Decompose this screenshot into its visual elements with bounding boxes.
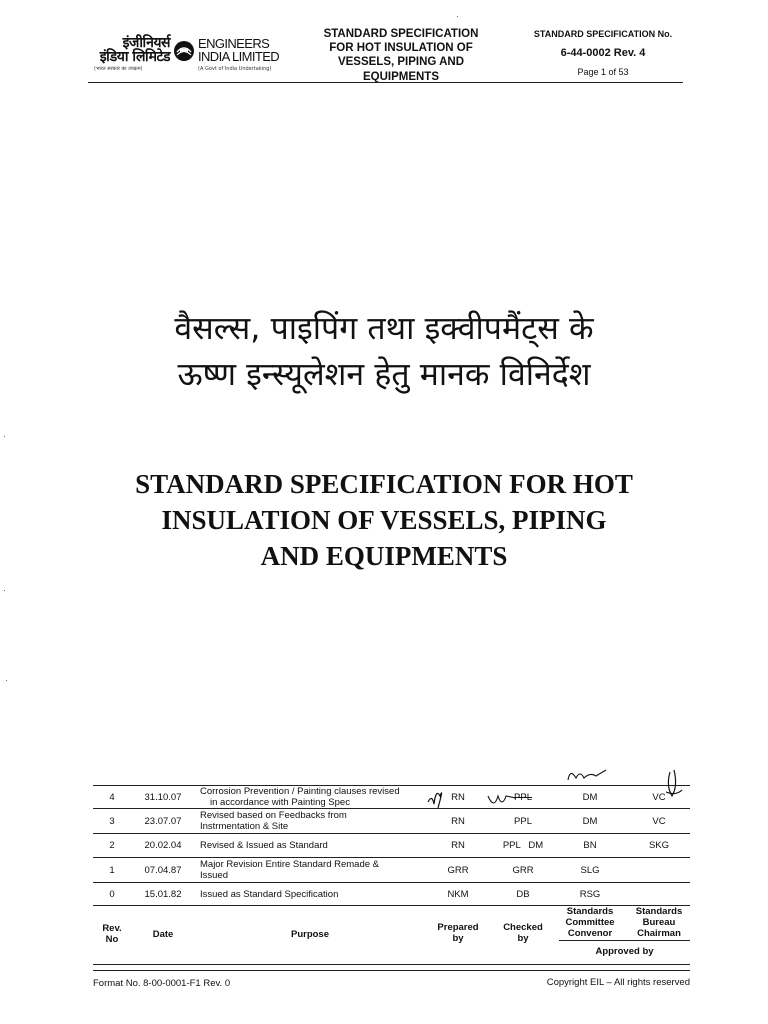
rev-checked-by: GRR: [512, 865, 534, 876]
company-logo: [88, 36, 288, 76]
col-header-rev-line-1: Rev.: [102, 923, 122, 934]
rev-prepared-by: RN: [451, 840, 465, 851]
rev-checked-by: PPL: [514, 792, 532, 803]
logo-hindi-name: [88, 36, 170, 64]
col-header-chairman-line-3: Chairman: [637, 928, 681, 939]
table-row: [93, 834, 690, 858]
rev-prepared-by: RN: [451, 792, 465, 803]
hindi-title: [60, 305, 708, 397]
header-title-line-3: VESSELS, PIPING AND: [337, 56, 465, 69]
rev-purpose: [200, 810, 405, 832]
english-title-line-3: AND EQUIPMENTS: [260, 541, 508, 571]
col-header-date: Date: [152, 929, 174, 940]
rev-convenor: SLG: [580, 865, 600, 876]
page-indicator: Page 1 of 53: [577, 67, 629, 77]
scan-speck: [4, 590, 5, 591]
rev-purpose-line-1: Major Revision Entire Standard Remade &: [200, 859, 380, 870]
logo-hindi-line-2: इंडिया लिमिटेड: [99, 49, 170, 65]
rev-no: 1: [109, 865, 115, 876]
header-title: [296, 27, 506, 84]
signature-checked: [488, 796, 516, 803]
rev-checked-by: PPL: [514, 816, 532, 827]
col-header-checked-line-1: Checked: [503, 922, 543, 933]
rev-purpose: [200, 859, 405, 881]
rev-convenor: DM: [582, 816, 598, 827]
handwritten-signatures: [420, 766, 700, 816]
signature-chairman: [666, 770, 682, 796]
rev-convenor: DM: [582, 792, 598, 803]
rev-purpose-line-1: Issued as Standard Specification: [200, 889, 339, 900]
spec-number-value: 6-44-0002 Rev. 4: [560, 47, 646, 59]
rev-prepared-by: NKM: [447, 889, 469, 900]
rev-purpose: [200, 786, 405, 808]
rev-no: 3: [109, 816, 115, 827]
col-header-convenor: [559, 906, 621, 939]
col-header-prepared-by: [433, 922, 483, 944]
rev-prepared-by: RN: [451, 816, 465, 827]
rev-purpose-line-1: Corrosion Prevention / Painting clauses revised: [200, 786, 400, 797]
signature-convenor: [568, 770, 606, 780]
rev-no: 0: [109, 889, 115, 900]
rev-purpose-line-2: Issued: [200, 870, 228, 881]
rev-convenor: BN: [583, 840, 597, 851]
scan-speck: [4, 436, 5, 437]
eil-emblem-icon: [173, 40, 195, 62]
rev-no: 2: [109, 840, 115, 851]
col-header-chairman-line-2: Bureau: [642, 917, 676, 928]
english-title: [60, 466, 708, 574]
col-header-chairman: [628, 906, 690, 939]
rev-checked-by: DB: [516, 889, 530, 900]
scan-speck: [457, 16, 458, 17]
logo-hindi-line-1: इंजीनियर्स: [122, 35, 170, 51]
col-header-prepared-line-2: by: [452, 933, 464, 944]
logo-english-line-1: ENGINEERS: [198, 36, 270, 51]
rev-checked-by: PPL DM: [502, 840, 544, 851]
spec-number-label: STANDARD SPECIFICATION No.: [533, 29, 673, 39]
col-header-purpose: Purpose: [290, 929, 329, 940]
rev-purpose: [200, 889, 405, 900]
hindi-title-line-2: ऊष्ण इन्स्यूलेशन हेतु मानक विनिर्देश: [177, 355, 591, 393]
signature-prepared: [428, 793, 442, 808]
rev-prepared-by: GRR: [447, 865, 469, 876]
rev-purpose-line-1: Revised based on Feedbacks from: [200, 810, 347, 821]
english-title-line-2: INSULATION OF VESSELS, PIPING: [161, 505, 607, 535]
col-header-checked-by: [495, 922, 551, 944]
format-number: Format No. 8-00-0001-F1 Rev. 0: [93, 978, 231, 989]
footer-divider: [93, 970, 690, 971]
col-header-rev-line-2: No: [105, 934, 119, 945]
col-header-rev-no: [93, 923, 131, 945]
scan-speck: [6, 680, 7, 681]
rev-date: 31.10.07: [144, 792, 182, 803]
english-title-line-1: STANDARD SPECIFICATION FOR HOT: [135, 469, 633, 499]
rev-date: 23.07.07: [144, 816, 182, 827]
rev-purpose: [200, 840, 405, 851]
col-header-prepared-line-1: Prepared: [437, 922, 479, 933]
col-header-chairman-line-1: Standards: [635, 906, 683, 917]
logo-tagline-english: (A Govt of India Undertaking): [198, 66, 272, 72]
rev-no: 4: [109, 792, 115, 803]
logo-english-line-2: INDIA LIMITED: [198, 49, 280, 64]
header-title-line-4: EQUIPMENTS: [362, 70, 440, 83]
rev-purpose-line-2: Instrmentation & Site: [200, 821, 289, 832]
rev-date: 20.02.04: [144, 840, 182, 851]
col-header-convenor-line-1: Standards: [566, 906, 614, 917]
col-header-convenor-line-2: Committee: [565, 917, 615, 928]
header-divider: [88, 82, 683, 83]
approved-by-divider: [559, 940, 690, 941]
header-title-line-1: STANDARD SPECIFICATION: [323, 28, 479, 40]
col-header-convenor-line-3: Convenor: [567, 928, 613, 939]
logo-english-name: [198, 37, 279, 63]
rev-date: 07.04.87: [144, 865, 182, 876]
rev-purpose-line-1: Revised & Issued as Standard: [200, 840, 328, 851]
copyright-notice: Copyright EIL – All rights reserved: [546, 977, 690, 988]
table-header-row: [93, 906, 690, 965]
rev-convenor: RSG: [579, 889, 601, 900]
header-title-line-2: FOR HOT INSULATION OF: [329, 42, 473, 55]
rev-purpose-line-2: in accordance with Painting Spec: [210, 797, 350, 808]
rev-date: 15.01.82: [144, 889, 182, 900]
logo-tagline-hindi: (भारत सरकार का उपक्रम): [94, 66, 143, 72]
col-header-approved-by: Approved by: [595, 946, 654, 957]
table-row: [93, 858, 690, 883]
rev-chairman: VC: [652, 816, 666, 827]
table-row: [93, 883, 690, 906]
rev-chairman: SKG: [648, 840, 670, 851]
hindi-title-line-1: वैसल्स, पाइपिंग तथा इक्वीपमैंट्स के: [174, 309, 594, 347]
col-header-checked-line-2: by: [517, 933, 529, 944]
rev-chairman: VC: [652, 792, 666, 803]
